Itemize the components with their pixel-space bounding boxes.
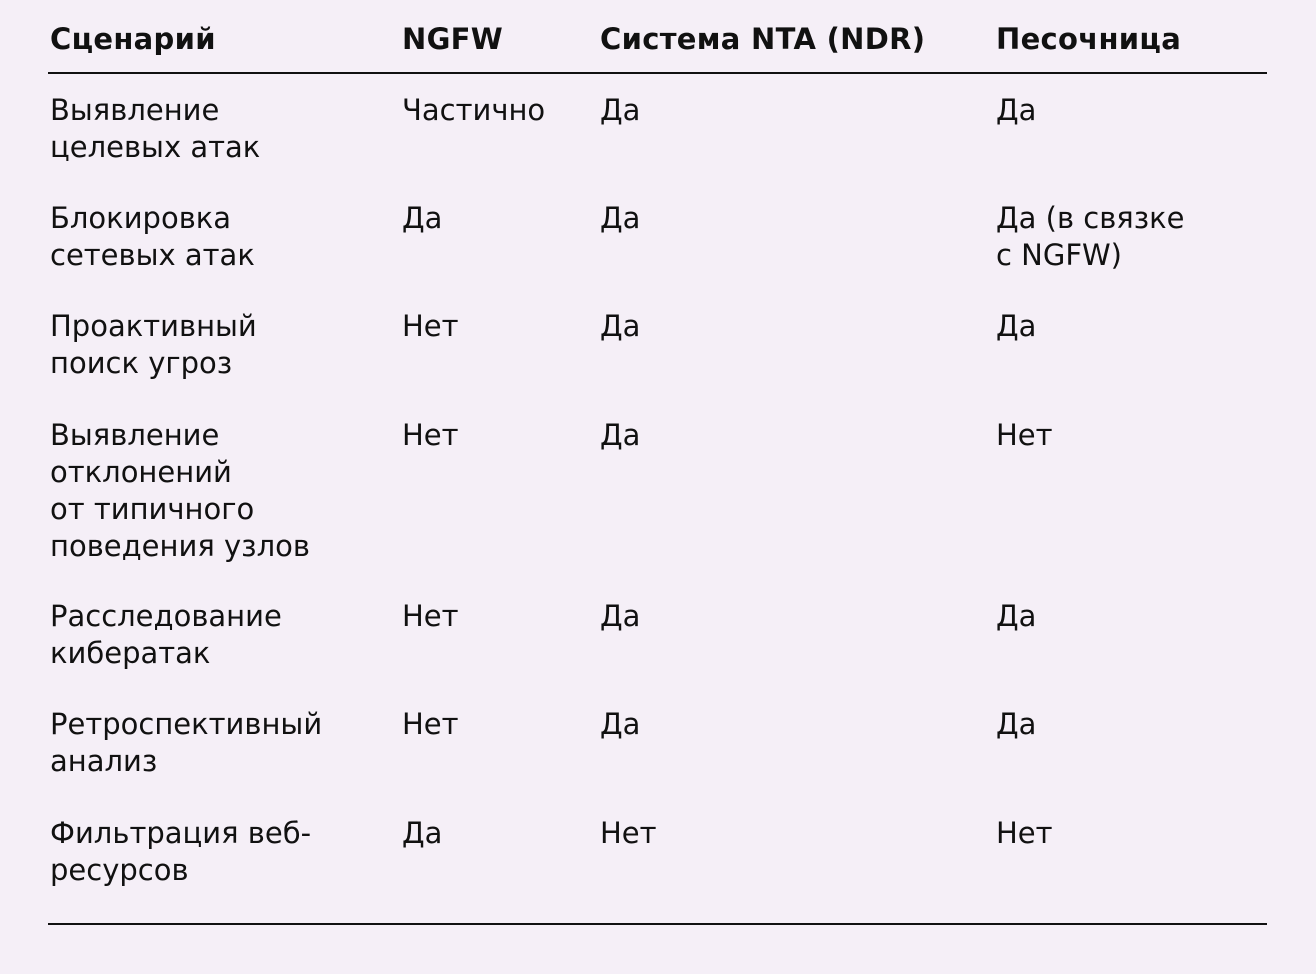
cell-sandbox: Да bbox=[996, 309, 1037, 343]
cell-ngfw: Нет bbox=[402, 599, 459, 633]
cell-scenario: Фильтрация веб- ресурсов bbox=[50, 816, 312, 887]
cell-nta: Да bbox=[600, 418, 641, 452]
table-header-row bbox=[48, 0, 1267, 74]
comparison-table bbox=[48, 0, 1267, 887]
table-row bbox=[48, 308, 1267, 388]
table-row bbox=[48, 598, 1267, 678]
cell-scenario: Ретроспективный анализ bbox=[50, 707, 323, 778]
cell-nta: Да bbox=[600, 93, 641, 127]
cell-nta: Да bbox=[600, 309, 641, 343]
cell-scenario: Проактивный поиск угроз bbox=[50, 309, 257, 380]
table-row bbox=[48, 706, 1267, 786]
cell-nta: Да bbox=[600, 599, 641, 633]
cell-nta: Да bbox=[600, 707, 641, 741]
cell-nta: Нет bbox=[600, 816, 657, 850]
cell-sandbox: Да (в связке с NGFW) bbox=[996, 201, 1185, 272]
cell-ngfw: Частично bbox=[402, 93, 546, 127]
table-row bbox=[48, 92, 1267, 172]
cell-sandbox: Да bbox=[996, 599, 1037, 633]
cell-sandbox: Нет bbox=[996, 418, 1053, 452]
cell-nta: Да bbox=[600, 201, 641, 235]
header-scenario: Сценарий bbox=[50, 22, 216, 56]
header-ngfw: NGFW bbox=[402, 22, 504, 56]
table-row bbox=[48, 815, 1267, 895]
cell-scenario: Выявление целевых атак bbox=[50, 93, 261, 164]
cell-ngfw: Нет bbox=[402, 309, 459, 343]
cell-scenario: Блокировка сетевых атак bbox=[50, 201, 255, 272]
header-sandbox: Песочница bbox=[996, 22, 1182, 56]
cell-sandbox: Нет bbox=[996, 816, 1053, 850]
cell-ngfw: Нет bbox=[402, 418, 459, 452]
cell-ngfw: Нет bbox=[402, 707, 459, 741]
table-bottom-divider bbox=[48, 923, 1267, 925]
cell-sandbox: Да bbox=[996, 93, 1037, 127]
cell-ngfw: Да bbox=[402, 816, 443, 850]
cell-ngfw: Да bbox=[402, 201, 443, 235]
header-nta: Система NTA (NDR) bbox=[600, 22, 926, 56]
table-row bbox=[48, 200, 1267, 280]
cell-scenario: Расследование кибератак bbox=[50, 599, 282, 670]
table-row bbox=[48, 417, 1267, 567]
cell-sandbox: Да bbox=[996, 707, 1037, 741]
cell-scenario: Выявление отклонений от типичного поведения узлов bbox=[50, 418, 310, 563]
